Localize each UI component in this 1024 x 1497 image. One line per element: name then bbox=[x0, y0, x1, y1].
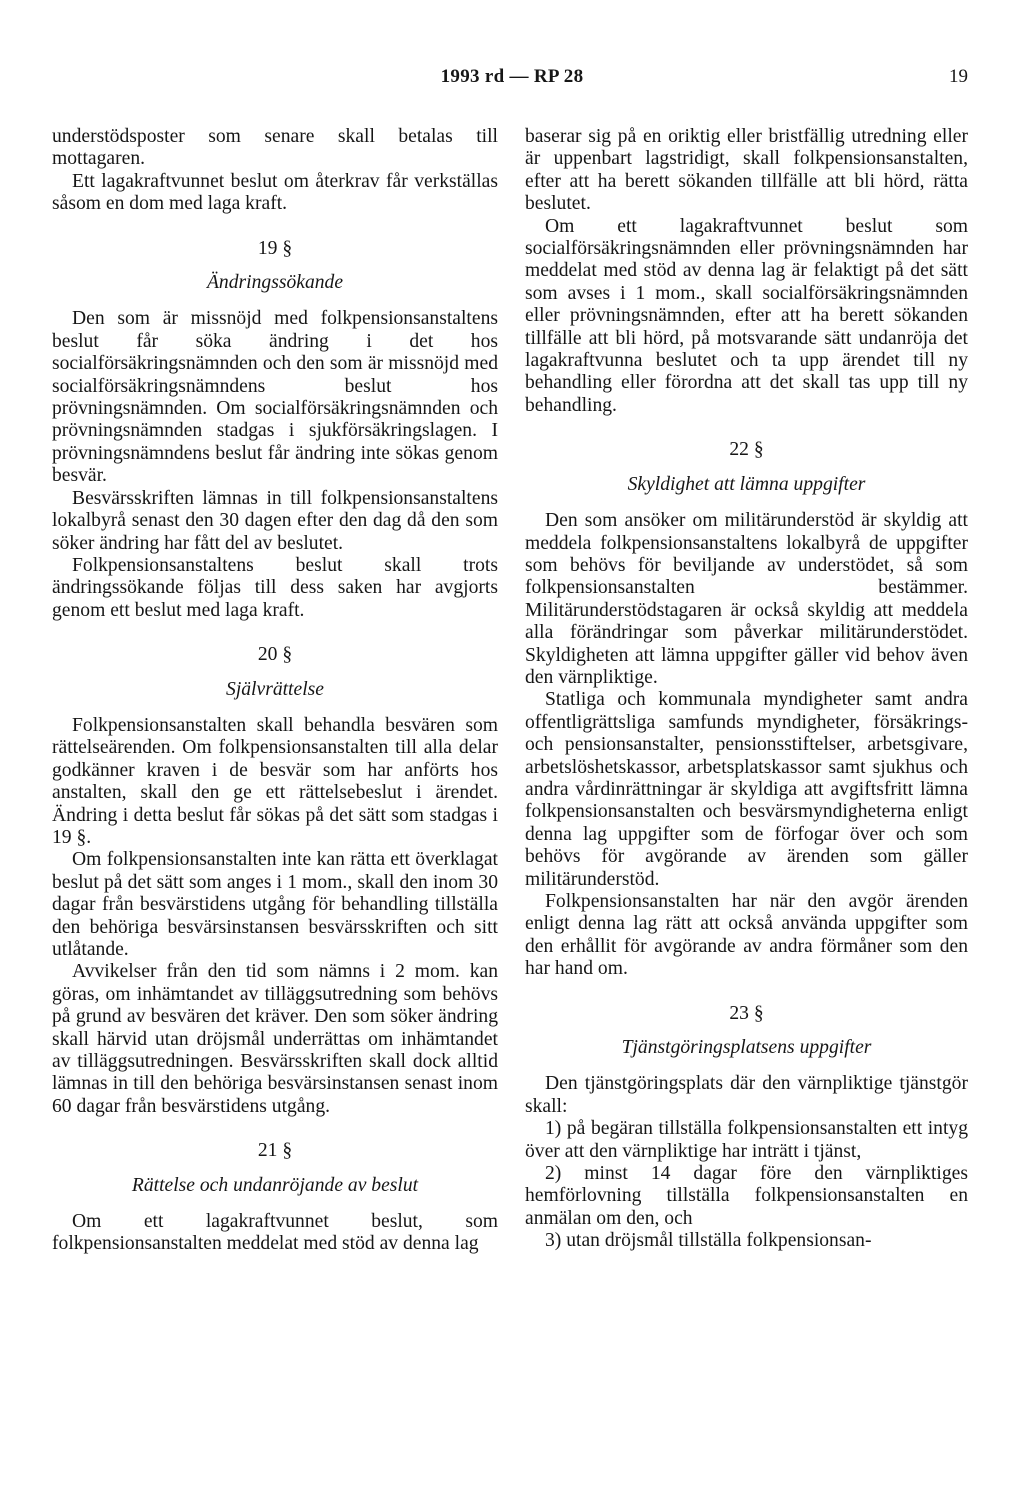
paragraph: Ett lagakraftvunnet beslut om återkrav får verkställas såsom en dom med laga kraft. bbox=[52, 170, 498, 215]
paragraph: Om ett lagakraftvunnet beslut som socialförsäkringsnämnden eller prövningsnämnden har meddelat med stöd av denna lag är felaktigt på det sätt som avses i 1 mom., skall socialförsäkringsnämnden eller prövningsnämnden, efter att ha berett sökanden tillfälle att bli hörd, på motsvarande sätt undanröja det lagakraftvunna beslutet och ta upp ärendet till ny behandling eller förordna att det skall tas upp till ny behandling. bbox=[525, 215, 968, 416]
section-number: 20 § bbox=[257, 644, 293, 666]
left-column bbox=[52, 126, 498, 1256]
section-title: Självrättelse bbox=[226, 678, 324, 700]
paragraph: Folkpensionsanstalten har när den avgör ärenden enligt denna lag rätt att också använda uppgifter som den erhållit för avgörande av andra förmåner som den har hand om. bbox=[525, 891, 968, 980]
page-number: 19 bbox=[949, 66, 968, 87]
paragraph: Den som är missnöjd med folkpensionsanstaltens beslut får söka ändring i det hos socialförsäkringsnämnden och den som är missnöjd med socialförsäkringsnämndens beslut hos prövningsnämnden. Om socialförsäkringsnämnden och prövningsnämnden stadgas i sjukförsäkringslagen. I prövningsnämndens beslut får ändring inte sökas genom besvär. bbox=[52, 308, 498, 487]
list-item: 3) utan dröjsmål tillställa folkpensionsan- bbox=[545, 1230, 872, 1252]
section-title: Tjänstgöringsplatsens uppgifter bbox=[621, 1037, 872, 1059]
section-title: Skyldighet att lämna uppgifter bbox=[627, 473, 866, 495]
paragraph: Avvikelser från den tid som nämns i 2 mom. kan göras, om inhämtandet av tilläggsutredning som behövs på grund av besvären det kräver. Den som söker ändring skall härvid utan dröjsmål underrättas om inhämtandet av tilläggsutredningen. Besvärsskriften skall dock alltid lämnas in till den behöriga besvärsinstansen senast inom 60 dagar från besvärstidens utgång. bbox=[52, 961, 498, 1117]
section-title: Ändringssökande bbox=[206, 272, 344, 294]
list-item: 2) minst 14 dagar före den värnpliktiges hemförlovning tillställa folkpensionsanstalten en anmälan om den, och bbox=[525, 1163, 968, 1229]
list-item: 1) på begäran tillställa folkpensionsanstalten ett intyg över att den värnpliktige har inträtt i tjänst, bbox=[525, 1118, 968, 1162]
paragraph: Om folkpensionsanstalten inte kan rätta ett överklagat beslut på det sätt som anges i 1 mom., skall den inom 30 dagar från besvärstidens utgång för behandling tillställa den behöriga besvärsinstansen besvärsskriften och sitt utlåtande. bbox=[52, 849, 498, 960]
paragraph: Folkpensionsanstaltens beslut skall trots ändringssökande följas till dess saken har avgjorts genom ett beslut med laga kraft. bbox=[52, 554, 498, 621]
right-column bbox=[525, 126, 968, 1253]
section-number: 19 § bbox=[257, 237, 293, 259]
paragraph: Statliga och kommunala myndigheter samt andra offentligrättsliga samfunds myndigheter, försäkrings- och pensionsanstalter, pensionsstiftelser, arbetsgivare, arbetslöshetskassor, arbetsplatskassor samt sjukhus och andra vårdinrättningar är skyldiga att avgiftsfritt lämna folkpensionsanstalten och besvärsmyndigheterna enligt denna lag uppgifter som de förfogar över och som behövs för avgörande av ärenden som gäller militärunderstöd. bbox=[525, 689, 968, 890]
paragraph: Den som ansöker om militärunderstöd är skyldig att meddela folkpensionsanstaltens lokalbyrå de uppgifter som behövs för beviljande av understödet, så som folkpensionsanstalten bestämmer. Militärunderstödstagaren är också skyldig att meddela alla förändringar som påverkar militärunderstödet. Skyldigheten att lämna uppgifter gäller vid behov även den värnpliktige. bbox=[525, 510, 968, 688]
page-header bbox=[0, 66, 1024, 96]
paragraph: Den tjänstgöringsplats där den värnpliktige tjänstgör skall: bbox=[525, 1073, 968, 1117]
paragraph: understödsposter som senare skall betalas till mottagaren. bbox=[52, 126, 498, 170]
paragraph: Om ett lagakraftvunnet beslut, som folkpensionsanstalten meddelat med stöd av denna lag bbox=[52, 1211, 498, 1255]
paragraph: Besvärsskriften lämnas in till folkpensionsanstaltens lokalbyrå senast den 30 dagen efter den dag då den som söker ändring har fått del av beslutet. bbox=[52, 487, 498, 554]
section-number: 22 § bbox=[729, 439, 764, 461]
section-number: 21 § bbox=[257, 1140, 293, 1162]
section-title: Rättelse och undanröjande av beslut bbox=[131, 1174, 419, 1196]
header-title: 1993 rd — RP 28 bbox=[440, 66, 584, 87]
paragraph: baserar sig på en oriktig eller bristfällig utredning eller är uppenbart lagstridigt, skall folkpensionsanstalten, efter att ha berett sökanden tillfälle att bli hörd, rätta beslutet. bbox=[525, 126, 968, 215]
section-number: 23 § bbox=[729, 1002, 764, 1024]
paragraph: Folkpensionsanstalten skall behandla besvären som rättelseärenden. Om folkpensionsanstalten till alla delar godkänner kraven i de besvär som har anförts hos anstalten, skall den ge ett rättelsebeslut i ärendet. Ändring i detta beslut får sökas på det sätt som stadgas i 19 §. bbox=[52, 714, 498, 848]
